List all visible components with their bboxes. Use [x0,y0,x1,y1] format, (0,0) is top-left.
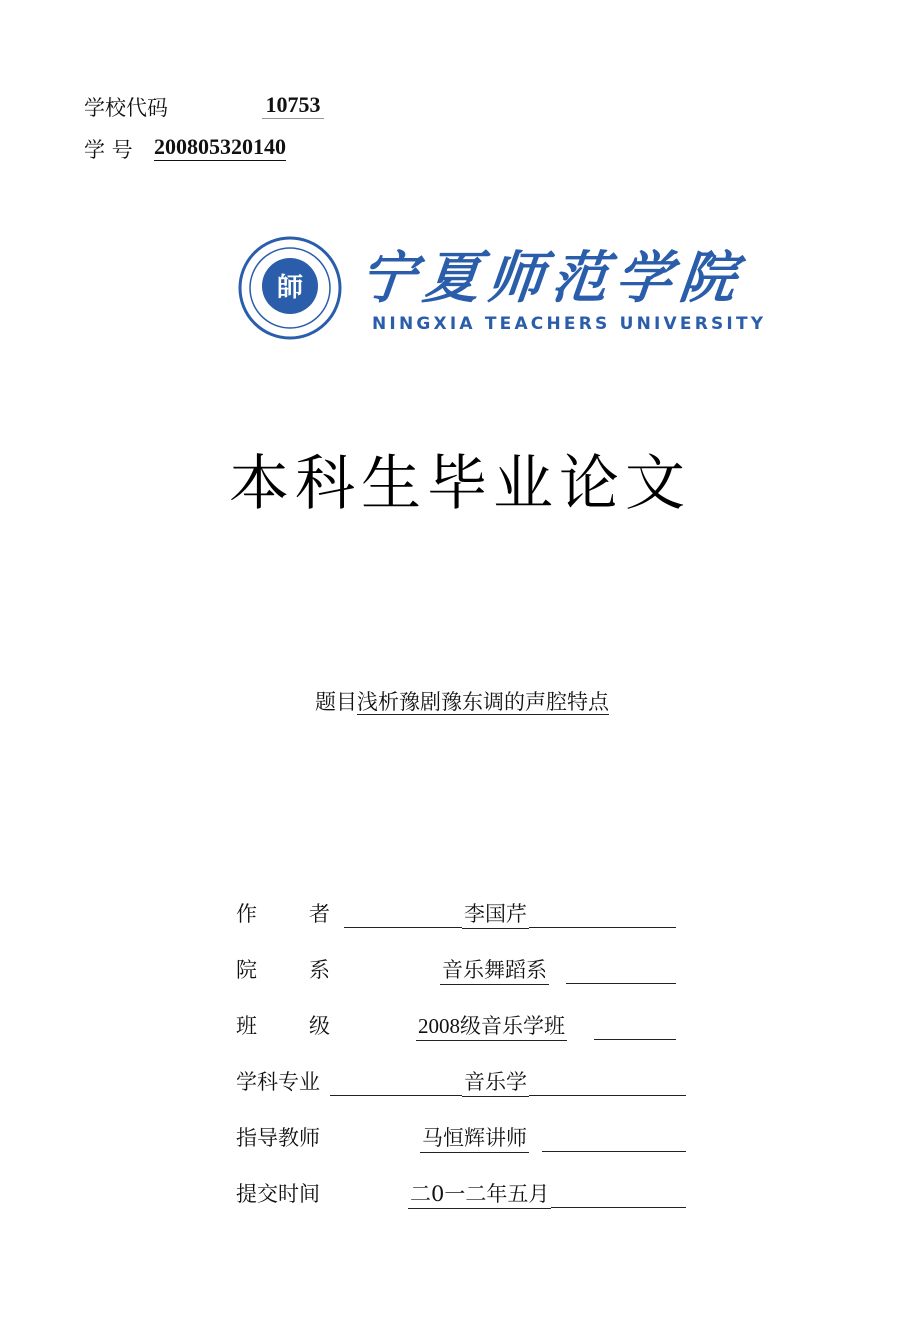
class-underline [594,1039,676,1040]
department-value: 音乐舞蹈系 [440,954,549,985]
logo-english-name: NINGXIA TEACHERS UNIVERSITY [372,314,767,334]
advisor-label: 指导教师 [236,1126,320,1150]
department-label: 院系 [236,958,330,982]
school-code-label: 学校代码 [84,96,168,120]
department-underline [566,983,676,984]
advisor-underline [542,1151,686,1152]
school-code-value: 10753 [262,92,324,119]
student-id-value: 200805320140 [154,134,286,159]
submission-date-value: 二0一二年五月 [408,1178,551,1209]
class-value: 2008级音乐学班 [416,1010,567,1041]
author-row [236,898,696,932]
university-seal-icon [238,236,342,340]
major-value: 音乐学 [462,1066,529,1097]
student-id-row [84,134,344,164]
topic-value: 浅析豫剧豫东调的声腔特点 [357,690,609,714]
class-label: 班级 [236,1014,330,1038]
department-row [236,954,696,988]
logo-chinese-name: 宁夏师范学院 [356,245,748,311]
seal-glyph: 師 [276,273,304,303]
university-logo [238,236,767,340]
thesis-title: 本科生毕业论文 [229,449,691,519]
school-code-row [84,92,344,122]
advisor-row [236,1122,696,1156]
author-label: 作者 [236,902,330,926]
student-id-label: 学 号 [84,138,133,162]
topic-row [315,686,609,716]
topic-label: 题目 [315,690,357,714]
class-row [236,1010,696,1044]
advisor-value: 马恒辉讲师 [420,1122,529,1153]
major-row [236,1066,696,1100]
submission-date-label: 提交时间 [236,1182,320,1206]
major-label: 学科专业 [236,1070,320,1094]
author-value: 李国芹 [462,898,529,929]
submission-date-row [236,1178,696,1212]
